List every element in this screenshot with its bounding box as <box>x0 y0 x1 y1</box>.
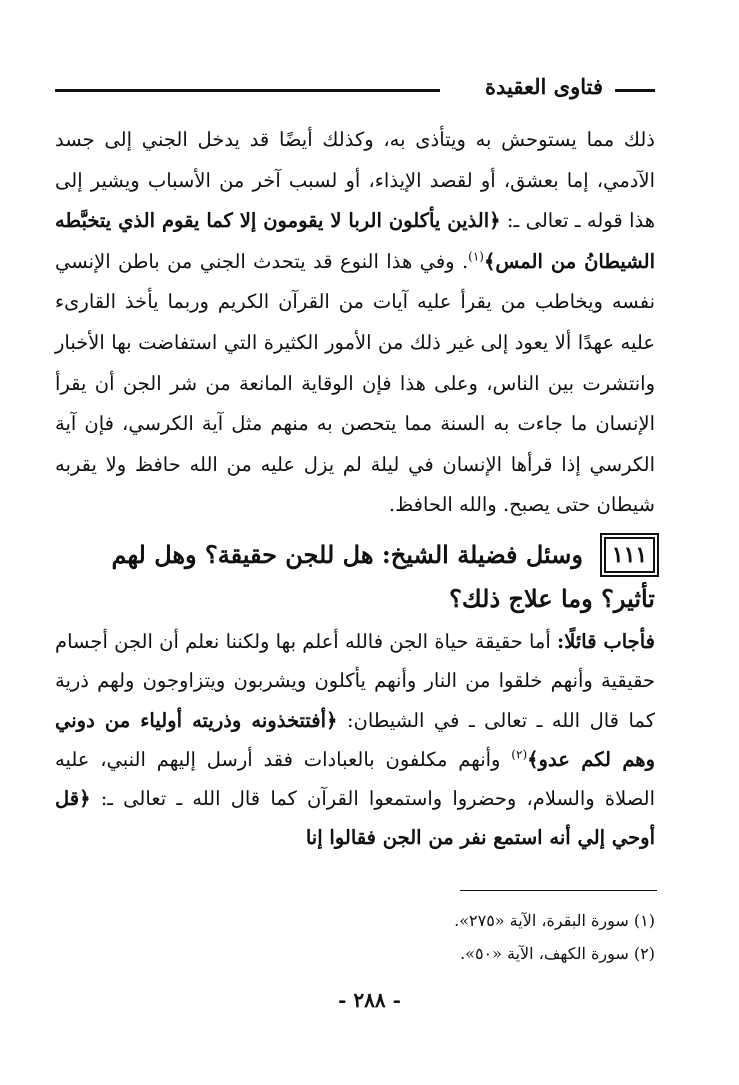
footnote: (٢) سورة الكهف، الآية «٥٠». <box>460 944 655 963</box>
passage-continuation <box>55 120 655 526</box>
header-rule <box>55 89 440 92</box>
footnote-marker: (١) <box>468 249 484 264</box>
footnote: (١) سورة البقرة، الآية «٢٧٥». <box>454 911 655 930</box>
answer-text: وأنهم مكلفون بالعبادات فقد أرسل إليهم النبي، عليه الصلاة والسلام، وحضروا واستمعوا القرآن كما قال الله ـ تعالى ـ: <box>55 747 655 811</box>
page-number: - ٢٨٨ - <box>338 988 401 1012</box>
passage-text: . وفي هذا النوع قد يتحدث الجني من باطن الإنسي نفسه ويخاطب من يقرأ عليه آيات من القرآن الكريم وربما يأخذ القارىء عليه عهدًا ألا يعود إلى غير ذلك من الأمور الكثيرة التي استفاضت بها الأخبار وانتشرت بين الناس، وعلى هذا فإن الوقاية المانعة من شر الجن أن يقرأ الإنسان ما جاءت به السنة مما يتحصن به منهم مثل آية الكرسي، فإن آية الكرسي إذا قرأها الإنسان في ليلة لم يزل عليه من الله حافظ ولا يقربه شيطان حتى يصبح. والله الحافظ. <box>55 249 655 517</box>
header-title: فتاوى العقيدة <box>484 74 603 99</box>
answer-paragraph <box>55 622 655 858</box>
quran-verse: ﴿قل أوحي إلي أنه استمع نفر من الجن فقالوا إنا <box>55 787 655 850</box>
quran-verse: ﴿الذين يأكلون الربا لا يقومون إلا كما يقوم الذي يتخبَّطه الشيطانُ من المس﴾ <box>55 209 656 273</box>
question-text: وسئل فضيلة الشيخ: هل للجن حقيقة؟ وهل لهم تأثير؟ وما علاج ذلك؟ <box>111 540 655 613</box>
answer-text: أما حقيقة حياة الجن فالله أعلم بها ولكننا نعلم أن الجن أجسام حقيقية وأنهم خلقوا من النار وأنهم يأكلون ويشربون ويتزاوجون ولهم ذرية كما قال الله ـ تعالى ـ في الشيطان: <box>55 630 655 732</box>
footnote-rule <box>460 890 657 891</box>
passage-text: ذلك مما يستوحش به ويتأذى به، وكذلك أيضًا قد يدخل الجني إلى جسد الآدمي، إما بعشق، أو لقصد الإيذاء، أو لسبب آخر من الأسباب ويشير إلى هذا قوله ـ تعالى ـ: <box>55 128 656 233</box>
footnote-marker: (٢) <box>511 747 528 762</box>
header-dash <box>615 89 655 92</box>
question-number-box: ١١١ <box>604 537 655 573</box>
quran-verse: ﴿أفتتخذونه وذريته أولياء من دوني وهم لكم عدو﴾ <box>55 708 655 771</box>
footnotes <box>55 904 655 970</box>
running-header <box>55 72 655 102</box>
answer-lead: فأجاب قائلًا: <box>557 630 655 653</box>
question-heading <box>55 533 655 621</box>
